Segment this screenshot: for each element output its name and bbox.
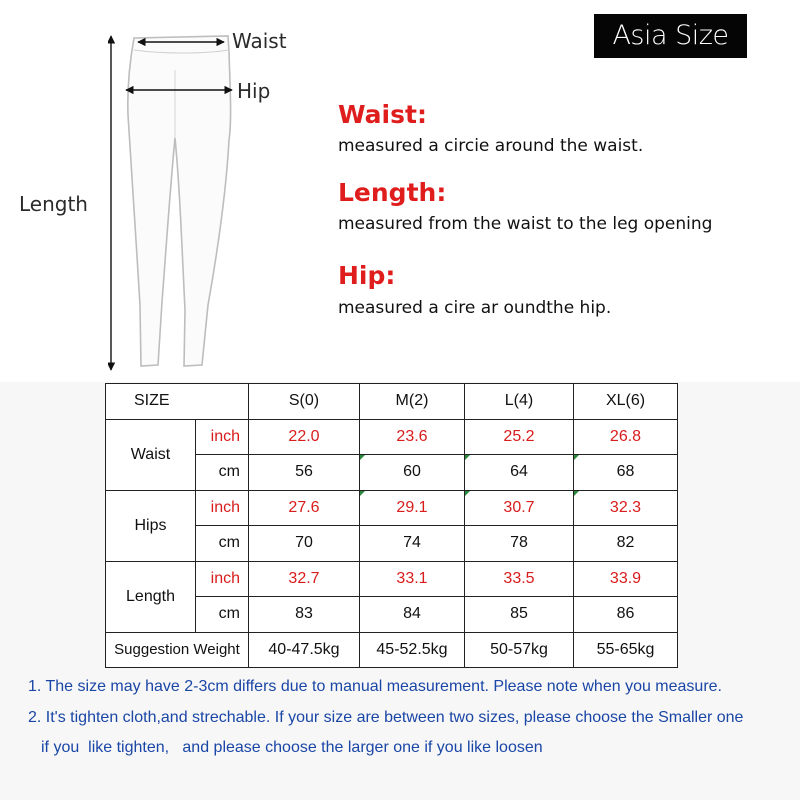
table-cell: 60	[360, 455, 465, 491]
size-col-header: XL(6)	[574, 384, 678, 420]
table-cell: 30.7	[465, 490, 574, 526]
length-label: Length	[19, 192, 88, 216]
leggings-outline	[128, 36, 231, 366]
table-cell: 83	[249, 597, 360, 633]
hip-label: Hip	[237, 79, 271, 103]
size-chart-table	[105, 383, 678, 668]
waist-label: Waist	[232, 29, 287, 53]
size-col-header: L(4)	[465, 384, 574, 420]
table-cell: 45-52.5kg	[360, 632, 465, 668]
def-term-length: Length:	[338, 178, 447, 207]
table-cell: 70	[249, 526, 360, 562]
table-row	[106, 561, 678, 597]
unit-inch: inch	[196, 490, 249, 526]
table-row	[106, 419, 678, 455]
def-text-waist: measured a circie around the waist.	[338, 136, 644, 156]
table-cell: 85	[465, 597, 574, 633]
table-cell: 33.5	[465, 561, 574, 597]
def-text-length: measured from the waist to the leg opening	[338, 214, 713, 234]
table-cell: 40-47.5kg	[249, 632, 360, 668]
table-header-row	[106, 384, 678, 420]
def-text-hip: measured a cire ar oundthe hip.	[338, 298, 612, 318]
note-line-3: if you like tighten, and please choose the larger one if you like loosen	[41, 739, 543, 756]
table-cell: 78	[465, 526, 574, 562]
leggings-diagram	[108, 30, 248, 375]
table-cell: 68	[574, 455, 678, 491]
unit-cm: cm	[196, 597, 249, 633]
weight-label: Suggestion Weight	[106, 632, 249, 668]
table-cell: 25.2	[465, 419, 574, 455]
unit-inch: inch	[196, 419, 249, 455]
row-label-length: Length	[106, 561, 196, 632]
unit-inch: inch	[196, 561, 249, 597]
table-cell: 33.9	[574, 561, 678, 597]
row-label-waist: Waist	[106, 419, 196, 490]
note-line-2: 2. It's tighten cloth,and strechable. If your size are between two sizes, please choose the Smaller one	[28, 709, 744, 726]
table-cell: 22.0	[249, 419, 360, 455]
asia-size-badge: Asia Size	[594, 14, 747, 58]
table-cell: 32.3	[574, 490, 678, 526]
table-cell: 27.6	[249, 490, 360, 526]
note-line-1: 1. The size may have 2-3cm differs due to manual measurement. Please note when you measure.	[28, 678, 722, 695]
table-cell: 23.6	[360, 419, 465, 455]
table-cell: 64	[465, 455, 574, 491]
table-row	[106, 632, 678, 668]
size-col-header: M(2)	[360, 384, 465, 420]
table-cell: 84	[360, 597, 465, 633]
table-cell: 86	[574, 597, 678, 633]
table-cell: 74	[360, 526, 465, 562]
table-cell: 82	[574, 526, 678, 562]
size-header: SIZE	[106, 384, 249, 420]
table-cell: 33.1	[360, 561, 465, 597]
table-row	[106, 490, 678, 526]
row-label-hips: Hips	[106, 490, 196, 561]
table-cell: 50-57kg	[465, 632, 574, 668]
table-cell: 55-65kg	[574, 632, 678, 668]
unit-cm: cm	[196, 526, 249, 562]
size-col-header: S(0)	[249, 384, 360, 420]
table-cell: 26.8	[574, 419, 678, 455]
def-term-waist: Waist:	[338, 100, 427, 129]
def-term-hip: Hip:	[338, 261, 396, 290]
table-cell: 56	[249, 455, 360, 491]
unit-cm: cm	[196, 455, 249, 491]
table-cell: 29.1	[360, 490, 465, 526]
table-cell: 32.7	[249, 561, 360, 597]
